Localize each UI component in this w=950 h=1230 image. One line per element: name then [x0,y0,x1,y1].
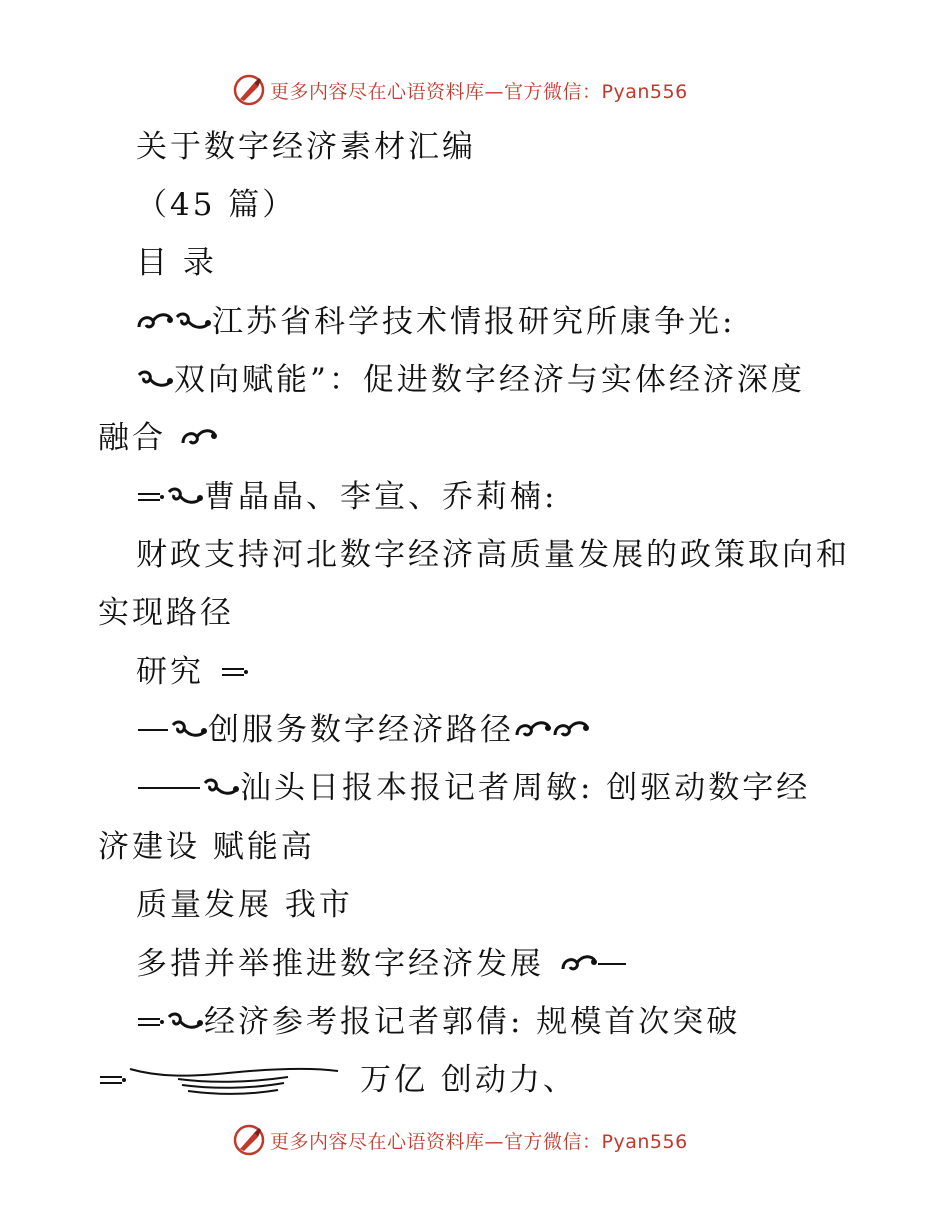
swirl-ornament-icon [166,484,204,510]
document-title: 关于数字经济素材汇编 [136,129,476,165]
watermark-text: 更多内容尽在心语资料库—官方微信：Pyan556 [270,80,688,103]
watermark-header [232,72,688,108]
scroll-ornament-icon [514,717,552,743]
swirl-ornament-icon [166,1009,204,1035]
dash-line-icon [136,720,170,740]
toc-entry: 研究 [136,652,250,692]
scroll-ornament-icon [180,425,218,451]
double-dash-icon [220,662,250,682]
toc-entry: 济建设 赋能高 [98,829,315,865]
toc-entry: 多措并举推进数字经济发展 [136,944,628,984]
toc-entry: 江苏省科学技术情报研究所康争光: [136,302,735,342]
swirl-ornament-icon [170,717,208,743]
double-dash-icon [98,1070,128,1090]
wave-lines-icon [128,1063,340,1097]
watermark-footer [232,1122,688,1158]
toc-heading: 目 录 [136,245,217,281]
pen-nib-logo-icon [232,73,266,107]
toc-entry: 融合 [98,418,218,458]
toc-entry: 质量发展 我市 [136,887,353,923]
scroll-ornament-icon [136,309,174,335]
double-dash-icon [136,1012,166,1032]
double-dash-icon [136,487,166,507]
document-count: （45 篇） [136,187,297,223]
toc-entry: 实现路径 [98,595,234,631]
toc-entry: 财政支持河北数字经济高质量发展的政策取向和 [136,537,850,573]
toc-entry: 经济参考报记者郭倩: 规模首次突破 [136,1002,740,1042]
toc-entry: 创服务数字经济路径 [136,710,590,750]
scroll-ornament-icon [560,951,598,977]
toc-entry: 曹晶晶、李宣、乔莉楠: [136,477,557,517]
toc-entry: 汕头日报本报记者周敏: 创驱动数字经 [136,768,810,808]
watermark-text: 更多内容尽在心语资料库—官方微信：Pyan556 [270,1130,688,1153]
dash-line-icon [136,778,202,798]
toc-entry: 万亿 创动力、 [98,1060,577,1100]
dash-line-icon [598,954,628,974]
swirl-ornament-icon [136,367,174,393]
swirl-ornament-icon [174,309,212,335]
toc-entry: 双向赋能”：促进数字经济与实体经济深度 [136,360,805,400]
pen-nib-logo-icon [232,1123,266,1157]
scroll-ornament-icon [552,717,590,743]
swirl-ornament-icon [202,775,240,801]
